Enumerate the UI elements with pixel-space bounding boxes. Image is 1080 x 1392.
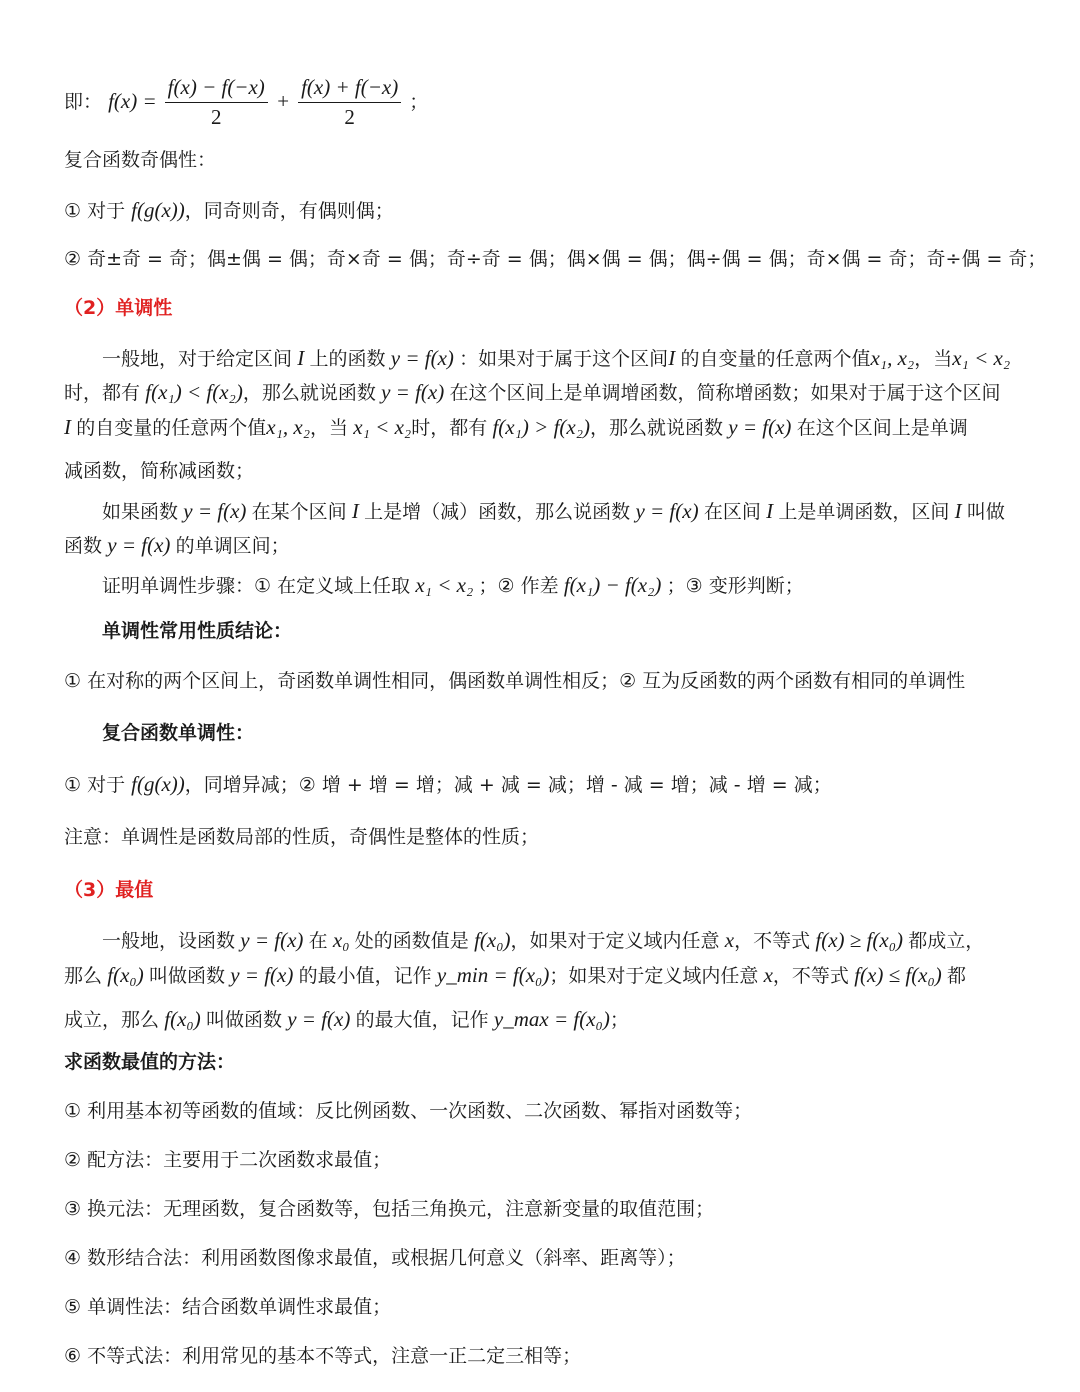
composite-parity-rule-1: ① 对于 f(g(x))，同奇则奇，有偶则偶； — [64, 198, 394, 222]
section-2-title: （2）单调性 — [64, 297, 173, 319]
method-item: ② 配方法：主要用于二次函数求最值； — [64, 1149, 392, 1171]
method-item: ④ 数形结合法：利用函数图像求最值，或根据几何意义（斜率、距离等）； — [64, 1247, 686, 1269]
mono-line-1: 一般地，对于给定区间 I 上的函数 y = f(x) ：如果对于属于这个区间I 的自变量的任意两个值x₁, x₂，当x₁ < x₂ — [102, 346, 1011, 370]
mono-proof-steps: 证明单调性步骤：① 在定义域上任取 x₁ < x₂ ；② 作差 f(x₁) − f(x₂) ；③ 变形判断； — [102, 573, 804, 597]
mono-line-2: 时，都有 f(x₁) < f(x₂)，那么就说函数 y = f(x) 在这个区间上是单调增函数，简称增函数；如果对于属于这个区间 — [64, 380, 1001, 404]
method-item: ① 利用基本初等函数的值域：反比例函数、一次函数、二次函数、幂指对函数等； — [64, 1100, 753, 1122]
mono-line-5: 如果函数 y = f(x) 在某个区间 I 上是增（减）函数，那么说函数 y = f(x) 在区间 I 上是单调函数，区间 I 叫做 — [102, 499, 1005, 523]
composite-parity-rule-2: ② 奇±奇 = 奇；偶±偶 = 偶；奇×奇 = 偶；奇÷奇 = 偶；偶×偶 = 偶；偶÷偶 = 偶；奇×偶 = 奇；奇÷偶 = 奇； — [64, 248, 1047, 270]
note: 注意：单调性是函数局部的性质，奇偶性是整体的性质； — [64, 826, 540, 848]
composite-mono-rules: ① 对于 f(g(x))，同增异减；② 增 + 增 = 增；减 + 减 = 减；增 - 减 = 增；减 - 增 = 减； — [64, 772, 832, 796]
extremum-line-1: 一般地，设函数 y = f(x) 在 x₀ 处的函数值是 f(x₀)，如果对于定义域内任意 x，不等式 f(x) ≥ f(x₀) 都成立， — [102, 928, 985, 952]
fraction-even-part: $\frac{f(x) + f(-x)}{2}$ — [298, 74, 401, 131]
method-item: ③ 换元法：无理函数，复合函数等，包括三角换元，注意新变量的取值范围； — [64, 1198, 715, 1220]
formula-lhs: f(x) = — [108, 89, 157, 113]
method-item: ⑥ 不等式法：利用常见的基本不等式，注意一正二定三相等； — [64, 1345, 582, 1367]
mono-props: ① 在对称的两个区间上，奇函数单调性相同，偶函数单调性相反；② 互为反函数的两个函数有相同的单调性 — [64, 670, 966, 692]
section-3-title: （3）最值 — [64, 879, 154, 901]
composite-mono-heading: 复合函数单调性： — [102, 722, 255, 744]
decomposition-formula: 即： f(x) = $\frac{f(x) - f(-x)}{2}$ + $\frac{f(x) + f(-x)}{2}$ ； — [64, 75, 429, 129]
composite-parity-heading: 复合函数奇偶性： — [64, 149, 217, 171]
extremum-line-3: 成立，那么 f(x₀) 叫做函数 y = f(x) 的最大值，记作 y_max = f(x₀)； — [64, 1007, 629, 1031]
mono-line-3: I 的自变量的任意两个值x₁, x₂，当 x₁ < x₂时，都有 f(x₁) > f(x₂)，那么就说函数 y = f(x) 在这个区间上是单调 — [64, 415, 968, 439]
fraction-odd-part: $\frac{f(x) - f(-x)}{2}$ — [165, 74, 268, 131]
formula-intro: 即： — [64, 91, 103, 113]
mono-line-6: 函数 y = f(x) 的单调区间； — [64, 533, 290, 557]
extremum-line-2: 那么 f(x₀) 叫做函数 y = f(x) 的最小值，记作 y_min = f(x₀)；如果对于定义域内任意 x，不等式 f(x) ≤ f(x₀) 都 — [64, 963, 967, 987]
method-item: ⑤ 单调性法：结合函数单调性求最值； — [64, 1296, 392, 1318]
mono-props-heading: 单调性常用性质结论： — [102, 620, 293, 642]
methods-heading: 求函数最值的方法： — [64, 1051, 236, 1073]
mono-line-4: 减函数，简称减函数； — [64, 460, 255, 482]
